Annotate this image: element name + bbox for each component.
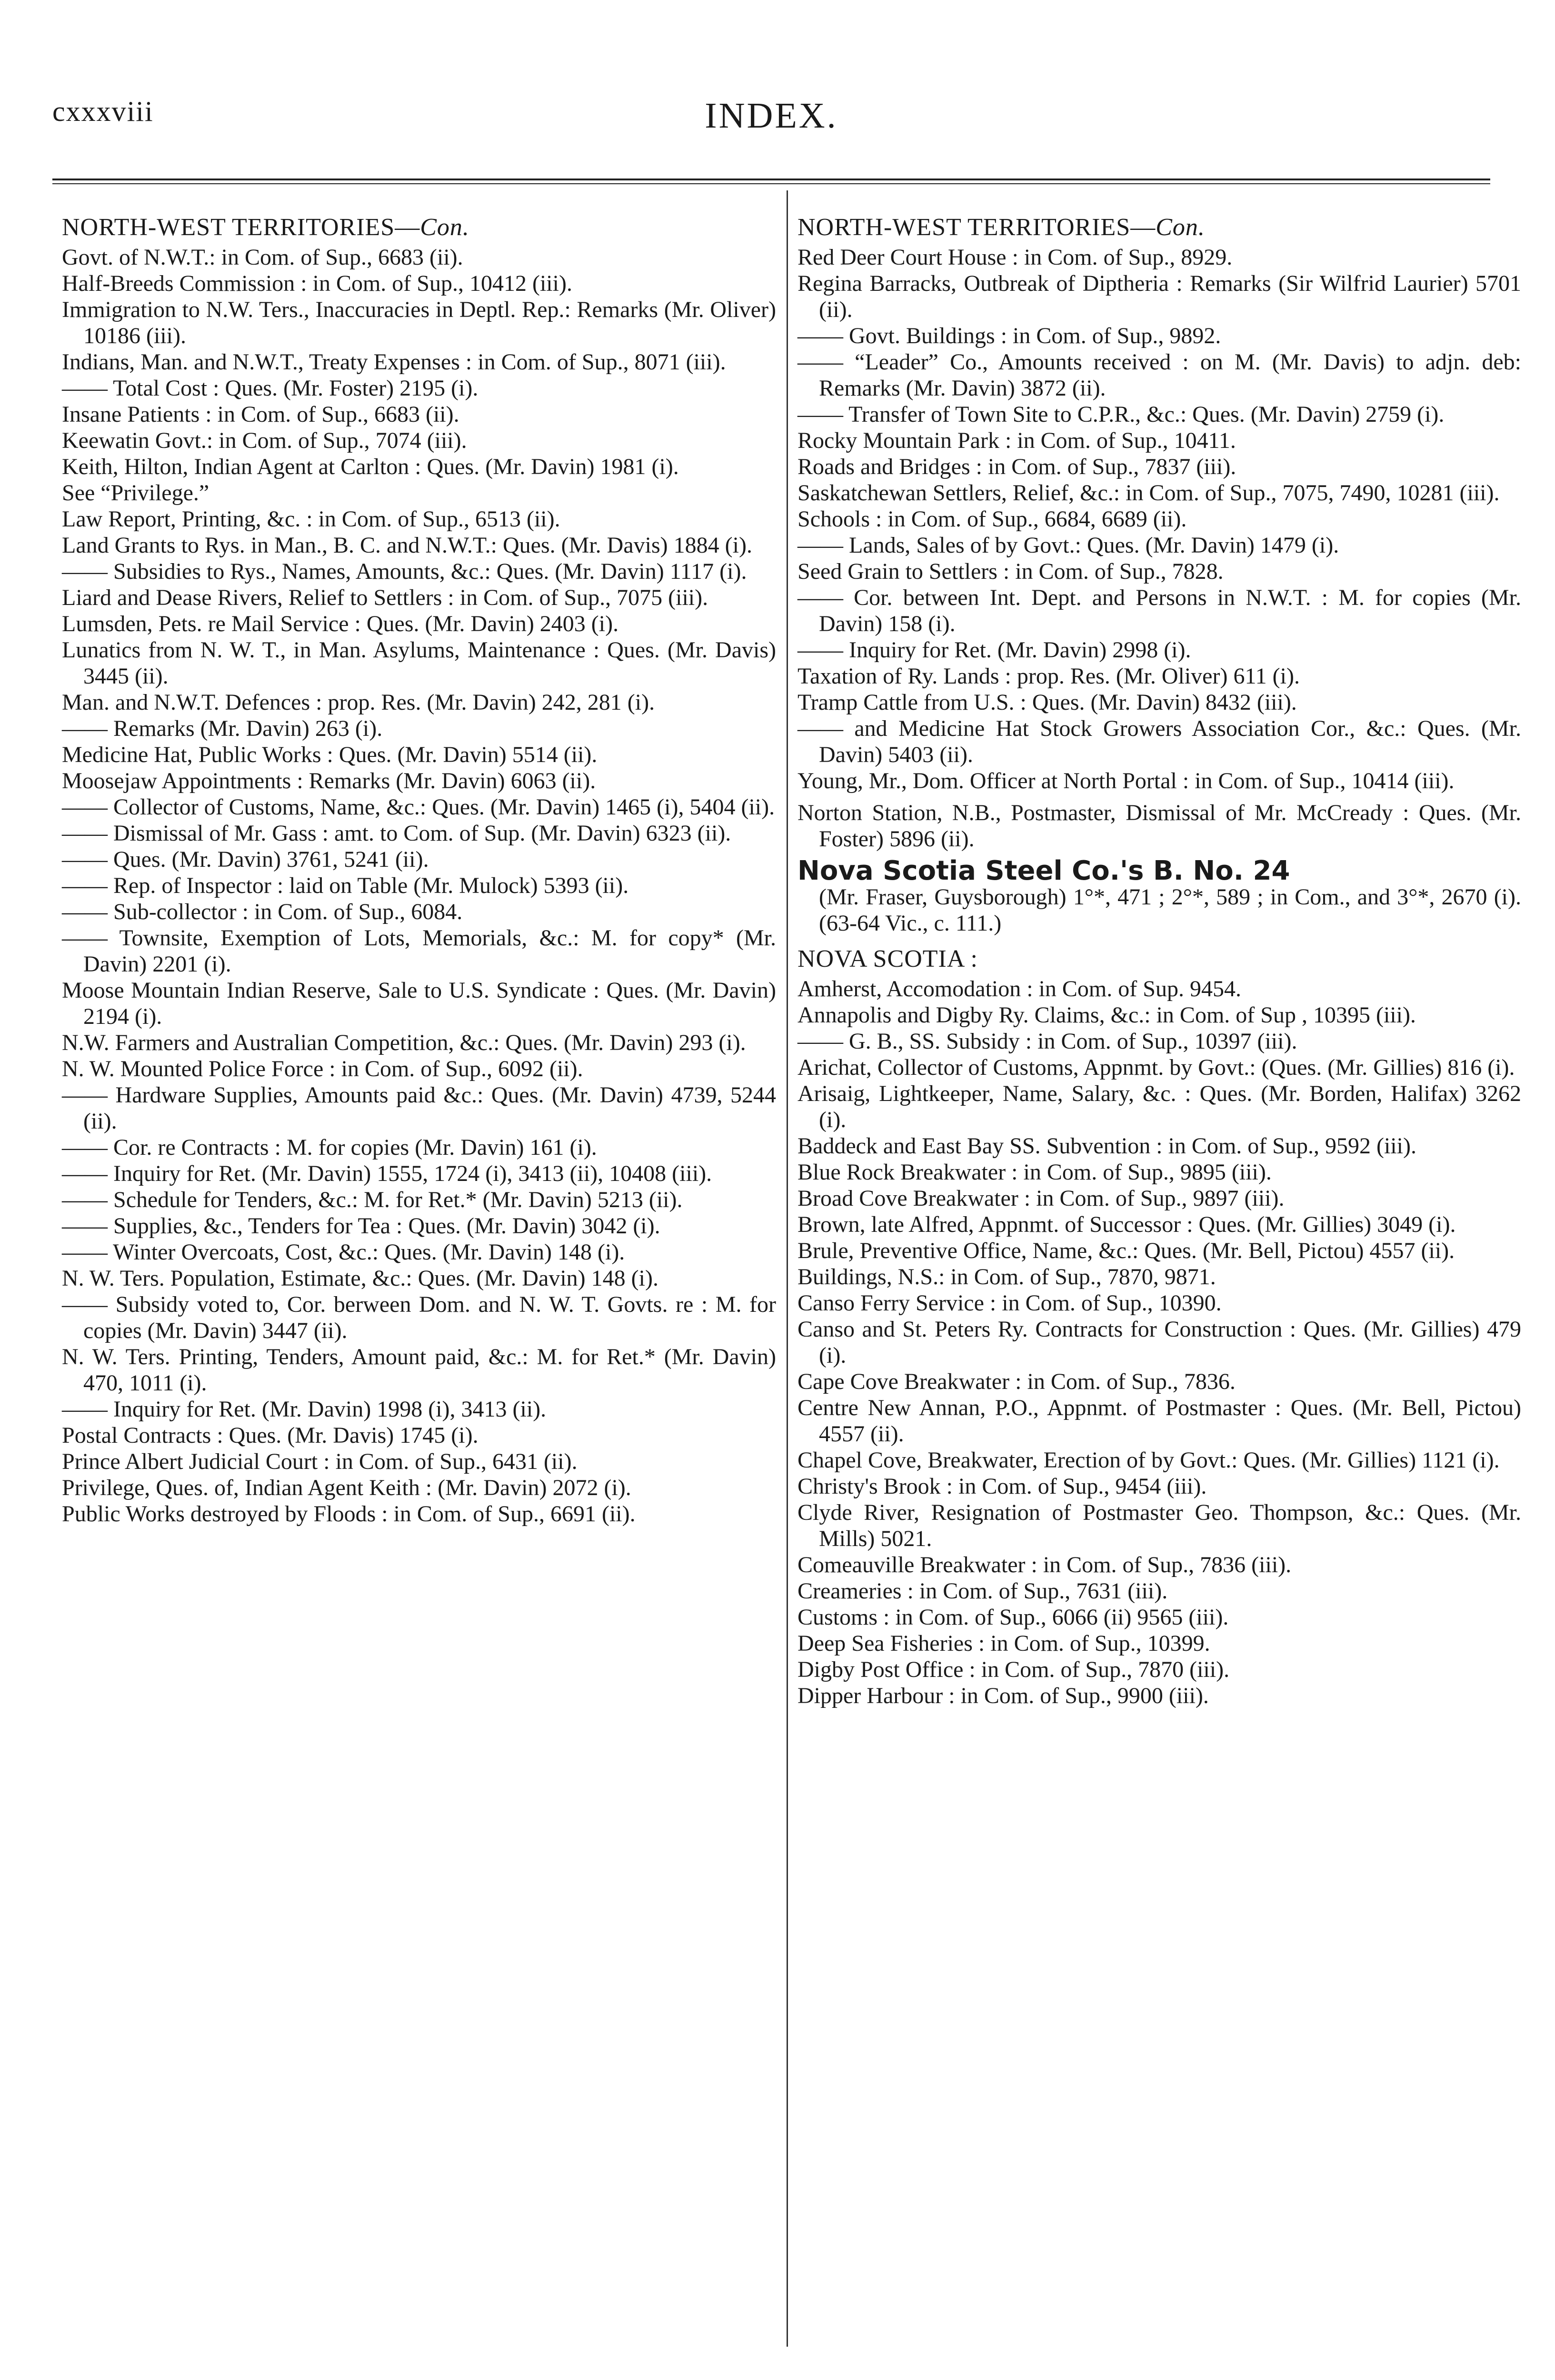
index-entry: —— Inquiry for Ret. (Mr. Davin) 1555, 1724 (i), 3413 (ii), 10408 (iii). [62,1161,712,1186]
index-entry: Land Grants to Rys. in Man., B. C. and N.W.T.: Ques. (Mr. Davis) 1884 (i). [62,533,752,558]
nova-scotia-entry-list [797,976,1521,1709]
index-entry: Chapel Cove, Breakwater, Erection of by Govt.: Ques. (Mr. Gillies) 1121 (i). [797,1448,1500,1473]
index-entry: Deep Sea Fisheries : in Com. of Sup., 10399. [797,1631,1210,1656]
left-column [62,205,776,1527]
page-header [52,95,1490,152]
index-entry: —— Rep. of Inspector : laid on Table (Mr. Mulock) 5393 (ii). [62,873,629,898]
index-entry: Immigration to N.W. Ters., Inaccuracies in Deptl. Rep.: Remarks (Mr. Oliver) 10186 (iii). [62,297,776,348]
index-entry: Postal Contracts : Ques. (Mr. Davis) 1745 (i). [62,1423,478,1448]
index-entry: Tramp Cattle from U.S. : Ques. (Mr. Davin) 8432 (iii). [797,690,1297,715]
index-entry: Canso Ferry Service : in Com. of Sup., 10390. [797,1290,1222,1316]
index-entry: Red Deer Court House : in Com. of Sup., 8929. [797,245,1233,270]
index-entry: N. W. Mounted Police Force : in Com. of Sup., 6092 (ii). [62,1056,583,1081]
index-entry: Privilege, Ques. of, Indian Agent Keith : (Mr. Davin) 2072 (i). [62,1475,631,1500]
index-entry: Baddeck and East Bay SS. Subvention : in Com. of Sup., 9592 (iii). [797,1133,1416,1159]
index-entry: —— Inquiry for Ret. (Mr. Davin) 1998 (i), 3413 (ii). [62,1397,547,1422]
section-heading: NORTH-WEST TERRITORIES—Con. [62,214,469,241]
index-entry: N. W. Ters. Printing, Tenders, Amount paid, &c.: M. for Ret.* (Mr. Davin) 470, 1011 (i). [62,1344,776,1396]
index-entry: —— Sub-collector : in Com. of Sup., 6084. [62,899,463,924]
header-rule-thin [52,183,1490,184]
index-entry: N. W. Ters. Population, Estimate, &c.: Ques. (Mr. Davin) 148 (i). [62,1266,658,1291]
index-entry: —— Schedule for Tenders, &c.: M. for Ret.* (Mr. Davin) 5213 (ii). [62,1187,683,1212]
index-entry: Brule, Preventive Office, Name, &c.: Ques. (Mr. Bell, Pictou) 4557 (ii). [797,1238,1455,1263]
index-entry: Arisaig, Lightkeeper, Name, Salary, &c. : Ques. (Mr. Borden, Halifax) 3262 (i). [797,1081,1521,1132]
index-entry: —— Ques. (Mr. Davin) 3761, 5241 (ii). [62,847,429,872]
index-entry: —— Subsidies to Rys., Names, Amounts, &c.: Ques. (Mr. Davin) 1117 (i). [62,559,747,584]
index-entry: Brown, late Alfred, Appnmt. of Successor : Ques. (Mr. Gillies) 3049 (i). [797,1212,1456,1237]
index-entry: Govt. of N.W.T.: in Com. of Sup., 6683 (ii). [62,245,463,270]
index-entry: Medicine Hat, Public Works : Ques. (Mr. Davin) 5514 (ii). [62,742,598,767]
index-entry: Lunatics from N. W. T., in Man. Asylums, Maintenance : Ques. (Mr. Davis) 3445 (ii). [62,637,776,689]
index-entry: Lumsden, Pets. re Mail Service : Ques. (Mr. Davin) 2403 (i). [62,611,619,636]
index-entry: Man. and N.W.T. Defences : prop. Res. (Mr. Davin) 242, 281 (i). [62,690,655,715]
index-entry: Seed Grain to Settlers : in Com. of Sup., 7828. [797,559,1224,584]
index-entry-norton: Norton Station, N.B., Postmaster, Dismissal of Mr. McCready : Ques. (Mr. Foster) 5896 (ii). [797,800,1521,852]
index-entry: Digby Post Office : in Com. of Sup., 7870 (iii). [797,1657,1230,1682]
index-entry: Customs : in Com. of Sup., 6066 (ii) 9565 (iii). [797,1605,1229,1630]
index-entry: —— Supplies, &c., Tenders for Tea : Ques. (Mr. Davin) 3042 (i). [62,1213,660,1239]
index-entry: Schools : in Com. of Sup., 6684, 6689 (ii). [797,506,1187,532]
right-column [797,205,1521,1709]
index-entry: Arichat, Collector of Customs, Appnmt. by Govt.: (Ques. (Mr. Gillies) 816 (i). [797,1055,1515,1080]
index-entry: Liard and Dease Rivers, Relief to Settlers : in Com. of Sup., 7075 (iii). [62,585,708,610]
index-entry: N.W. Farmers and Australian Competition, &c.: Ques. (Mr. Davin) 293 (i). [62,1030,746,1055]
index-entry: Young, Mr., Dom. Officer at North Portal : in Com. of Sup., 10414 (iii). [797,768,1455,793]
index-entry: —— Dismissal of Mr. Gass : amt. to Com. of Sup. (Mr. Davin) 6323 (ii). [62,821,731,846]
index-entry: Prince Albert Judicial Court : in Com. of Sup., 6431 (ii). [62,1449,578,1474]
index-entry: Cape Cove Breakwater : in Com. of Sup., 7836. [797,1369,1236,1394]
index-entry: Indians, Man. and N.W.T., Treaty Expenses : in Com. of Sup., 8071 (iii). [62,349,726,375]
index-entry: Comeauville Breakwater : in Com. of Sup., 7836 (iii). [797,1552,1292,1577]
index-entry: —— Cor. between Int. Dept. and Persons in N.W.T. : M. for copies (Mr. Davin) 158 (i). [797,585,1521,636]
index-entry: Canso and St. Peters Ry. Contracts for Construction : Ques. (Mr. Gillies) 479 (i). [797,1317,1521,1368]
index-entry: Creameries : in Com. of Sup., 7631 (iii). [797,1578,1168,1604]
index-entry: Centre New Annan, P.O., Appnmt. of Postmaster : Ques. (Mr. Bell, Pictou) 4557 (ii). [797,1395,1521,1447]
index-entry: —— Hardware Supplies, Amounts paid &c.: Ques. (Mr. Davin) 4739, 5244 (ii). [62,1082,776,1134]
right-entry-list [797,244,1521,794]
index-entry: Clyde River, Resignation of Postmaster Geo. Thompson, &c.: Ques. (Mr. Mills) 5021. [797,1500,1521,1551]
index-entry: —— Transfer of Town Site to C.P.R., &c.: Ques. (Mr. Davin) 2759 (i). [797,402,1445,427]
index-entry: Moose Mountain Indian Reserve, Sale to U.S. Syndicate : Ques. (Mr. Davin) 2194 (i). [62,978,776,1029]
index-entry: —— Remarks (Mr. Davin) 263 (i). [62,716,383,741]
index-entry: —— Winter Overcoats, Cost, &c.: Ques. (Mr. Davin) 148 (i). [62,1240,625,1265]
index-entry: Amherst, Accomodation : in Com. of Sup. 9454. [797,976,1241,1002]
index-entry: Regina Barracks, Outbreak of Diptheria : Remarks (Sir Wilfrid Laurier) 5701 (ii). [797,271,1521,322]
left-entry-list [62,244,776,1527]
index-entry: Christy's Brook : in Com. of Sup., 9454 (iii). [797,1474,1207,1499]
index-entry: Law Report, Printing, &c. : in Com. of Sup., 6513 (ii). [62,506,560,532]
index-entry: See “Privilege.” [62,480,209,506]
index-entry: Half-Breeds Commission : in Com. of Sup., 10412 (iii). [62,271,572,296]
index-entry: —— and Medicine Hat Stock Growers Association Cor., &c.: Ques. (Mr. Davin) 5403 (ii). [797,716,1521,767]
index-entry: —— Collector of Customs, Name, &c.: Ques. (Mr. Davin) 1465 (i), 5404 (ii). [62,794,775,820]
index-entry: Taxation of Ry. Lands : prop. Res. (Mr. Oliver) 611 (i). [797,664,1300,689]
index-entry: —— Inquiry for Ret. (Mr. Davin) 2998 (i). [797,637,1191,663]
index-entry: Roads and Bridges : in Com. of Sup., 7837 (iii). [797,454,1236,479]
index-entry: Saskatchewan Settlers, Relief, &c.: in Com. of Sup., 7075, 7490, 10281 (iii). [797,480,1500,506]
index-entry: Dipper Harbour : in Com. of Sup., 9900 (iii). [797,1683,1209,1708]
index-entry: —— Govt. Buildings : in Com. of Sup., 9892. [797,323,1221,348]
bill-title: Nova Scotia Steel Co.'s B. No. 24 [797,855,1290,886]
index-entry: —— Cor. re Contracts : M. for copies (Mr. Davin) 161 (i). [62,1135,597,1160]
index-entry: —— “Leader” Co., Amounts received : on M. (Mr. Davis) to adjn. deb: Remarks (Mr. Davin) 3872 (ii). [797,349,1521,401]
column-divider [787,190,788,2347]
index-entry: —— G. B., SS. Subsidy : in Com. of Sup., 10397 (iii). [797,1029,1297,1054]
index-entry: —— Townsite, Exemption of Lots, Memorials, &c.: M. for copy* (Mr. Davin) 2201 (i). [62,925,776,977]
index-entry: Broad Cove Breakwater : in Com. of Sup., 9897 (iii). [797,1186,1285,1211]
index-entry: —— Total Cost : Ques. (Mr. Foster) 2195 (i). [62,376,478,401]
section-heading-nova-scotia: NOVA SCOTIA : [797,945,978,972]
index-entry: Annapolis and Digby Ry. Claims, &c.: in Com. of Sup , 10395 (iii). [797,1002,1416,1028]
index-entry: Keewatin Govt.: in Com. of Sup., 7074 (iii). [62,428,467,453]
index-entry: Moosejaw Appointments : Remarks (Mr. Davin) 6063 (ii). [62,768,596,793]
index-entry: Insane Patients : in Com. of Sup., 6683 (ii). [62,402,459,427]
page-number: cxxxviii [52,96,154,127]
index-entry: —— Subsidy voted to, Cor. berween Dom. and N. W. T. Govts. re : M. for copies (Mr. Davin) 3447 (ii). [62,1292,776,1343]
index-entry: —— Lands, Sales of by Govt.: Ques. (Mr. Davin) 1479 (i). [797,533,1339,558]
index-entry: Rocky Mountain Park : in Com. of Sup., 10411. [797,428,1236,453]
page-title: INDEX. [705,96,838,136]
index-entry: Public Works destroyed by Floods : in Com. of Sup., 6691 (ii). [62,1501,636,1527]
index-entry: Buildings, N.S.: in Com. of Sup., 7870, 9871. [797,1264,1216,1289]
section-heading: NORTH-WEST TERRITORIES—Con. [797,214,1205,241]
bill-detail: (Mr. Fraser, Guysborough) 1°*, 471 ; 2°*, 589 ; in Com., and 3°*, 2670 (i). (63-64 Vic., c. 111.) [819,884,1521,936]
index-entry: Blue Rock Breakwater : in Com. of Sup., 9895 (iii). [797,1160,1272,1185]
header-rule [52,178,1490,180]
index-entry: Keith, Hilton, Indian Agent at Carlton : Ques. (Mr. Davin) 1981 (i). [62,454,679,479]
